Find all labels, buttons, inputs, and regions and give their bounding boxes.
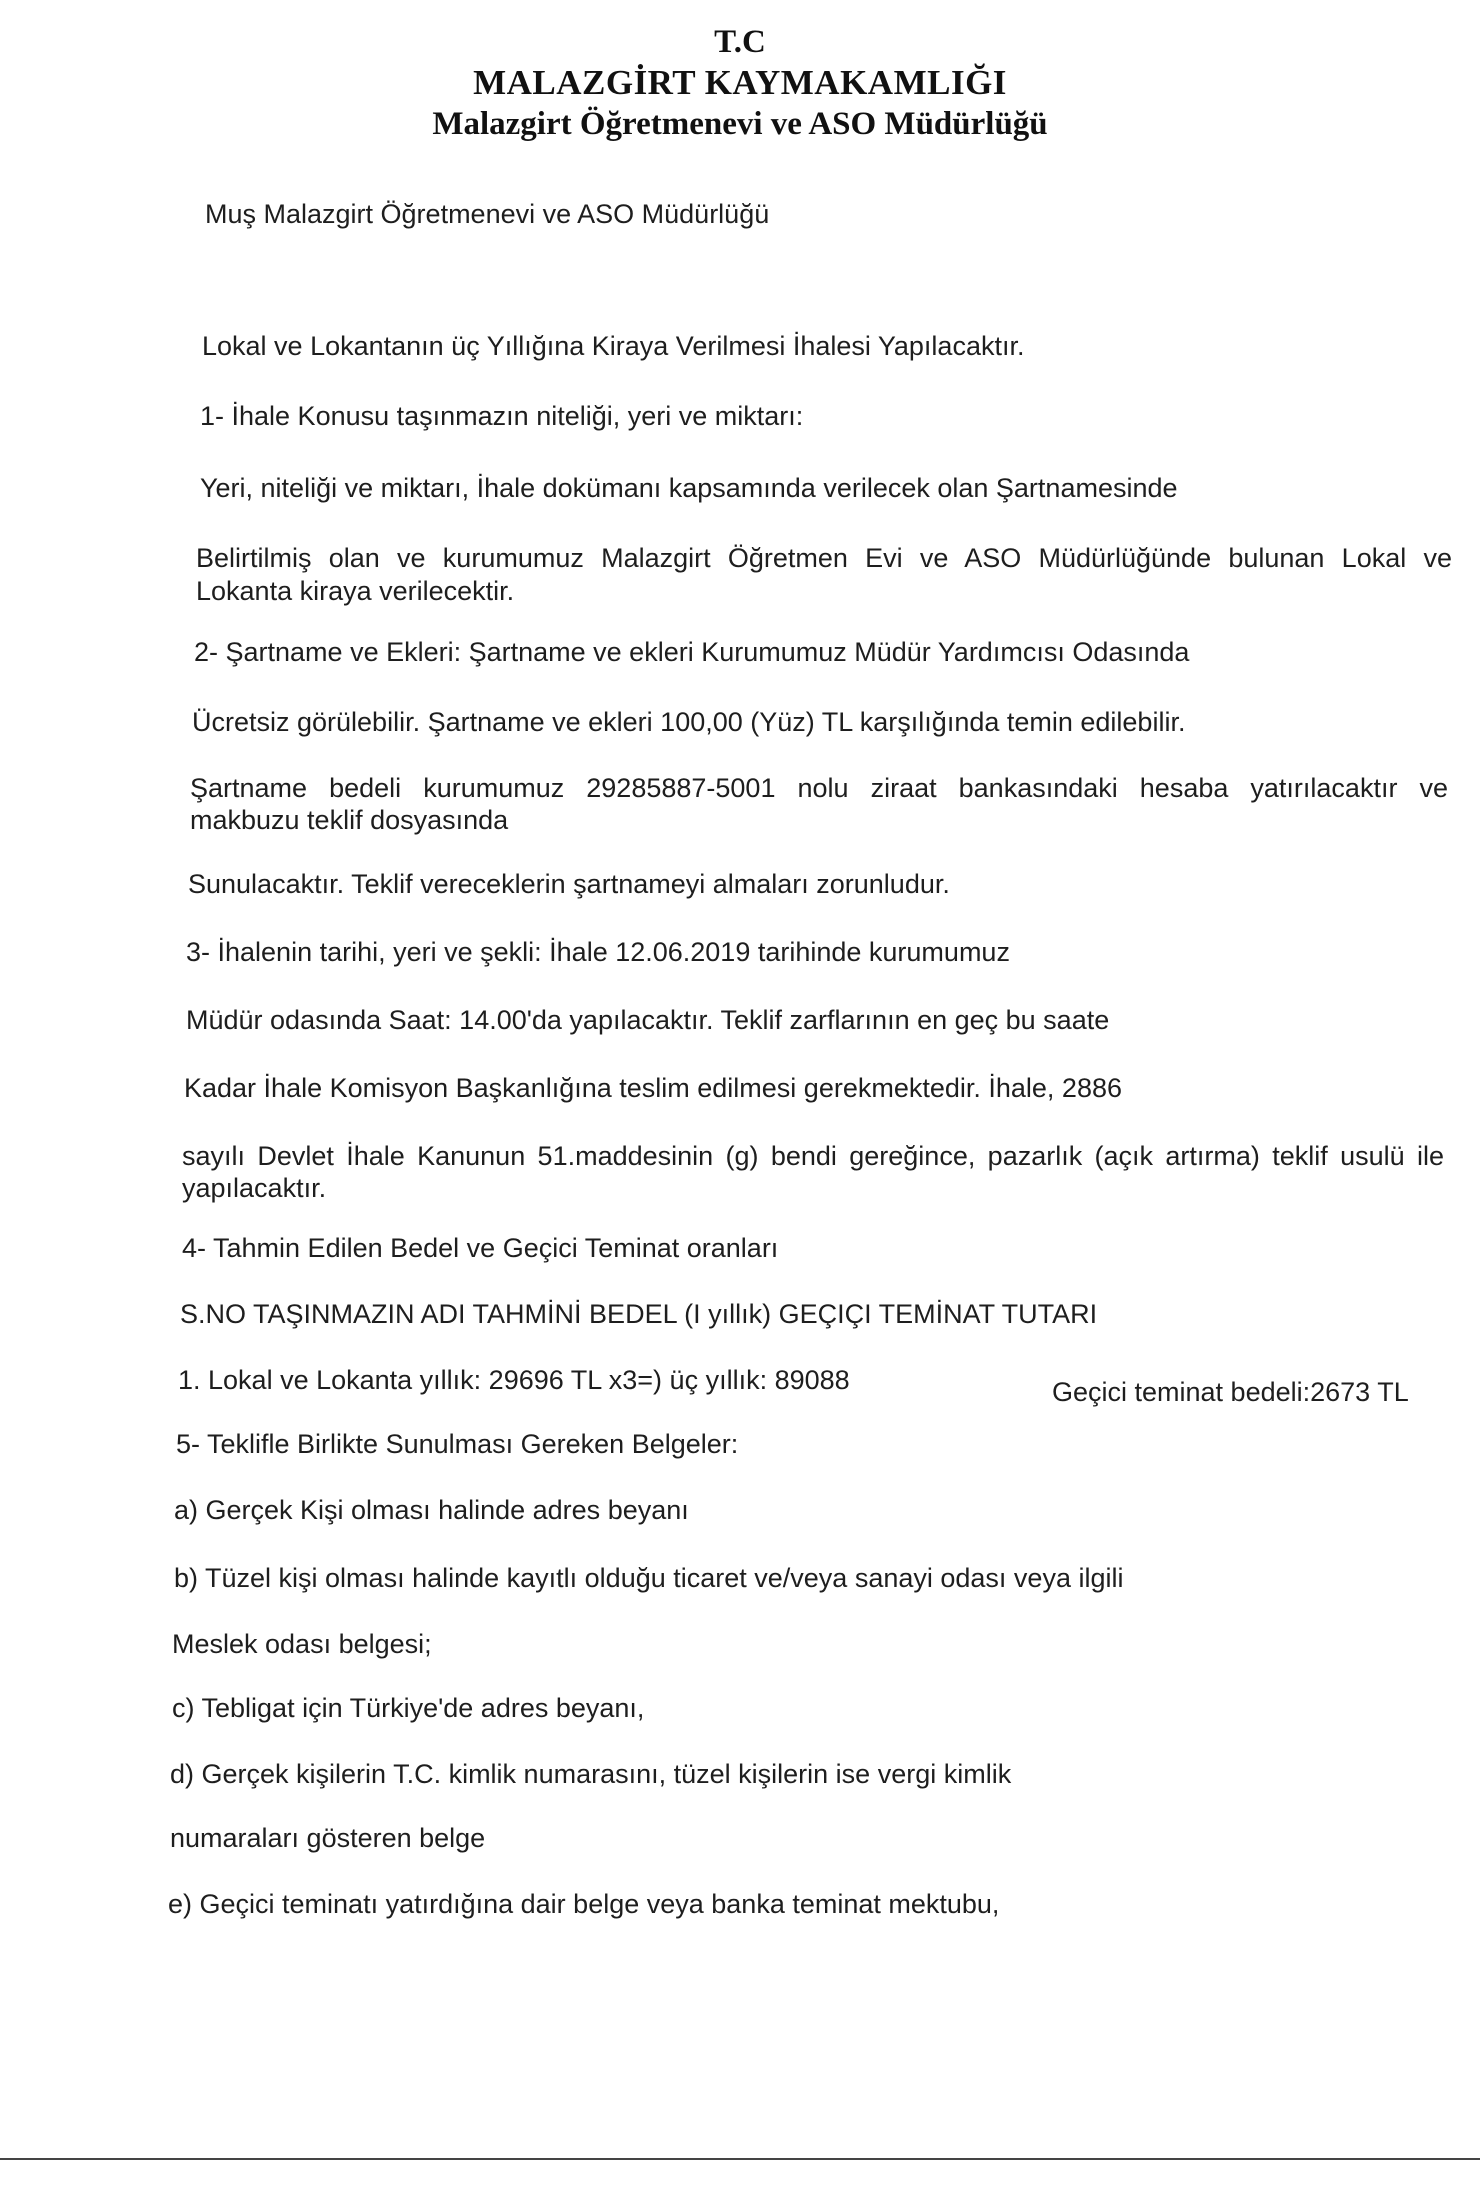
section-1-title: 1- İhale Konusu taşınmazın niteliği, yeri ve miktarı:	[200, 401, 804, 431]
section-5-item-c: c) Tebligat için Türkiye'de adres beyanı,	[172, 1693, 645, 1723]
section-4-table-header: S.NO TAŞINMAZIN ADI TAHMİNİ BEDEL (I yıllık) GEÇIÇI TEMİNAT TUTARI	[180, 1299, 1098, 1329]
section-1-para-1: Yeri, niteliği ve miktarı, İhale dokümanı kapsamında verilecek olan Şartnamesinde	[200, 473, 1178, 503]
section-5-item-b-line-1: b) Tüzel kişi olması halinde kayıtlı olduğu ticaret ve/veya sanayi odası veya ilgili	[174, 1563, 1124, 1593]
scan-bottom-edge	[0, 2158, 1480, 2160]
section-2-para-2a: Şartname bedeli kurumumuz 29285887-5001 nolu ziraat bankasındaki hesaba yatırılacaktır ve	[190, 773, 1448, 803]
section-2-para-2b: makbuzu teklif dosyasında	[190, 805, 509, 835]
section-3-title: 3- İhalenin tarihi, yeri ve şekli: İhale 12.06.2019 tarihinde kurumumuz	[186, 937, 1010, 967]
section-2-para-1: Ücretsiz görülebilir. Şartname ve ekleri 100,00 (Yüz) TL karşılığında temin edilebilir.	[192, 707, 1186, 737]
header-line-mudurluk: Malazgirt Öğretmenevi ve ASO Müdürlüğü	[432, 106, 1048, 142]
section-5-item-d-line-2: numaraları gösteren belge	[170, 1823, 486, 1853]
section-3-para-2: Kadar İhale Komisyon Başkanlığına teslim edilmesi gerekmektedir. İhale, 2886	[184, 1073, 1122, 1103]
section-5-title: 5- Teklifle Birlikte Sunulması Gereken Belgeler:	[176, 1429, 739, 1459]
section-4-row-right: Geçici teminat bedeli:2673 TL	[1052, 1377, 1409, 1407]
section-2-para-3: Sunulacaktır. Teklif vereceklerin şartnameyi almaları zorunludur.	[188, 869, 950, 899]
section-4-row-left: 1. Lokal ve Lokanta yıllık: 29696 TL x3=) üç yıllık: 89088	[178, 1365, 850, 1395]
section-5-item-d-line-1: d) Gerçek kişilerin T.C. kimlik numarasını, tüzel kişilerin ise vergi kimlik	[170, 1759, 1012, 1789]
section-1-para-2b: Lokanta kiraya verilecektir.	[196, 576, 515, 606]
section-3-para-3a: sayılı Devlet İhale Kanunun 51.maddesinin (g) bendi gereğince, pazarlık (açık artırma) teklif usulü ile	[182, 1141, 1444, 1171]
section-5-item-a: a) Gerçek Kişi olması halinde adres beyanı	[174, 1495, 689, 1525]
header-line-tc: T.C	[714, 24, 766, 60]
letterhead	[0, 22, 1480, 144]
section-1-para-2a: Belirtilmiş olan ve kurumumuz Malazgirt Öğretmen Evi ve ASO Müdürlüğünde bulunan Lokal ve	[196, 543, 1452, 573]
section-4-title: 4- Tahmin Edilen Bedel ve Geçici Teminat oranları	[182, 1233, 779, 1263]
section-5-item-b-line-2: Meslek odası belgesi;	[172, 1629, 432, 1659]
section-2-title: 2- Şartname ve Ekleri: Şartname ve ekleri Kurumumuz Müdür Yardımcısı Odasında	[194, 637, 1190, 667]
section-3-para-1: Müdür odasında Saat: 14.00'da yapılacaktır. Teklif zarflarının en geç bu saate	[186, 1005, 1110, 1035]
section-3-para-3b: yapılacaktır.	[182, 1173, 327, 1203]
recipient-line: Muş Malazgirt Öğretmenevi ve ASO Müdürlüğü	[205, 199, 770, 229]
section-5-item-e: e) Geçici teminatı yatırdığına dair belge veya banka teminat mektubu,	[168, 1889, 1000, 1919]
intro-line: Lokal ve Lokantanın üç Yıllığına Kiraya Verilmesi İhalesi Yapılacaktır.	[202, 331, 1025, 361]
header-line-kaymakamlik: MALAZGİRT KAYMAKAMLIĞI	[473, 63, 1007, 102]
